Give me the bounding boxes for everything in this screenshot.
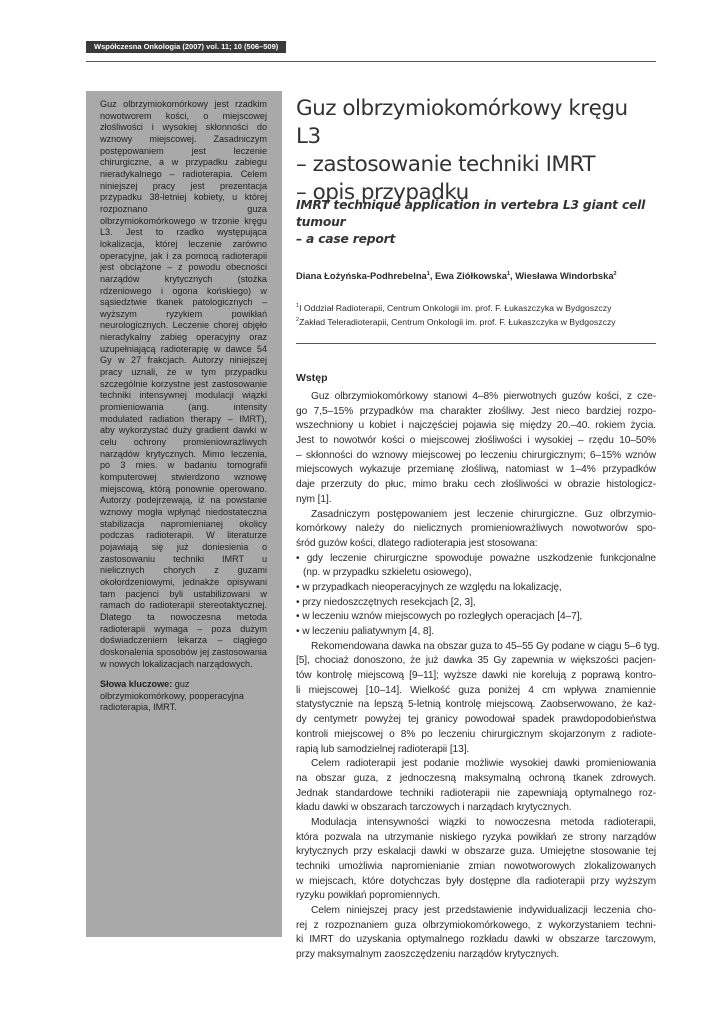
- body-line: go 7,5–15% przypadków ma charakter złośliwy. Jest nieco bardziej rozpo-: [296, 405, 656, 417]
- body-line: która pozwala na utrzymanie niskiego ryzyka powikłań ze strony narządów: [296, 831, 656, 843]
- body-line: Jednak standardowe techniki radioterapii nie zapewniają optymalnego roz-: [296, 787, 656, 799]
- body-line: li miejscowej [10–14]. Wielkość guza poniżej 4 cm wpływa znamiennie: [296, 684, 656, 696]
- body-line: techniki umożliwia napromienianie zmian nowotworowych zlokalizowanych: [296, 861, 656, 872]
- title-line: – zastosowanie techniki IMRT: [296, 152, 595, 177]
- article-title: [296, 95, 656, 207]
- bullet-line: • w przypadkach nieoperacyjnych ze względu na lokalizację,: [296, 581, 562, 593]
- article-body: [296, 390, 660, 963]
- header-rule: [86, 61, 656, 62]
- title-line: Guz olbrzymiokomórkowy kręgu L3: [296, 96, 628, 149]
- bullet-line: (np. w przypadku szkieletu osiowego),: [303, 567, 472, 579]
- body-line: Celem radioterapii jest podanie możliwie wysokiej dawki promieniowania: [311, 758, 656, 770]
- body-line: nym [1].: [296, 493, 332, 505]
- english-title: [296, 197, 656, 248]
- author-sup: 2: [613, 270, 617, 277]
- author-name: Diana Łożyńska-Podhrebelna: [296, 270, 427, 281]
- body-line: dy centymetr powyżej tej granicy powodował spadek prawdopodobieństwa: [296, 714, 656, 726]
- keywords-text: guz olbrzymiokomórkowy, pooperacyjna radioterapia, IMRT.: [100, 679, 244, 713]
- title-line: – opis przypadku: [296, 180, 469, 205]
- body-line: kontroli miejscowej o 8% po leczeniu chirurgicznym skojarzonym z radiote-: [296, 728, 656, 740]
- body-line: przy maksymalnym zaoszczędzeniu narządów krytycznych.: [296, 949, 560, 961]
- affiliation-sup: 1: [296, 303, 300, 309]
- body-line: – skłonności do wznowy miejscowej po leczeniu chirurgicznym; 6–15% wznów: [296, 449, 656, 461]
- body-line: rej z rozpoznaniem guza olbrzymiokomórkowego, z wykorzystaniem techni-: [296, 919, 656, 931]
- body-line: rapią lub samodzielnej radioterapii [13].: [296, 743, 470, 755]
- body-line: śród guzów kości, dlatego radioterapia jest stosowana:: [296, 537, 538, 549]
- bullet-line: • w leczeniu paliatywnym [4, 8].: [296, 626, 434, 637]
- abstract-sidebar: [86, 91, 282, 937]
- body-line: wszechniony u kobiet i najczęściej pojawia się między 20.–40. rokiem życia.: [296, 420, 656, 432]
- body-line: ki IMRT do uzyskania optymalnego rozkładu dawki w obszarze tarczowym,: [296, 934, 656, 946]
- author-name: Ewa Ziółkowska: [435, 270, 507, 281]
- body-line: w miejscach, które dotychczas były dostępne dla radioterapii przy wyższym: [296, 875, 656, 887]
- bullet-line: • przy niedoszczętnych resekcjach [2, 3],: [296, 596, 476, 608]
- body-line: kładu dawki w obszarach tarczowych i narządach krytycznych.: [296, 802, 572, 814]
- authors: Diana Łożyńska-Podhrebelna$^1$, Ewa Ziółkowska$^1$, Wiesława Windorbska$^2$: [296, 270, 617, 281]
- english-title-line: – a case report: [296, 232, 396, 246]
- body-line: ryzyku powikłań popromiennych.: [296, 890, 441, 902]
- body-line: Zasadniczym postępowaniem jest leczenie chirurgiczne. Guz olbrzymio-: [311, 508, 656, 520]
- author-name: Wiesława Windorbska: [515, 270, 614, 281]
- journal-citation-bar: Współczesna Onkologia (2007) vol. 11; 10 (506–509): [86, 41, 286, 53]
- section-rule: [296, 343, 656, 344]
- author-sup: 1: [426, 270, 430, 277]
- body-line: krytycznych przy eskalacji dawki w obszarze guza. Umiejętne stosowanie tej: [296, 846, 656, 858]
- affiliation: [296, 300, 616, 314]
- section-heading: Wstęp: [296, 372, 328, 384]
- affiliations: [296, 300, 616, 328]
- body-line: komórkowy należy do nielicznych promieniowrażliwych nowotworów spo-: [296, 523, 656, 535]
- author-sup: 1: [506, 270, 511, 277]
- body-line: Jest to nowotwór kości o miejscowej złośliwości i wysokiej – rzędu 10–50%: [296, 435, 656, 447]
- affiliation: [296, 314, 616, 328]
- body-line: na obszar guza, z jednoczesną maksymalną ochroną tkanek zdrowych.: [296, 772, 656, 784]
- body-line: Guz olbrzymiokomórkowy stanowi 4–8% pierwotnych guzów kości, z cze-: [311, 391, 656, 402]
- body-line: Rekomendowana dawka na obszar guza to 45–55 Gy podane w ciągu 5–6 tyg.: [311, 640, 660, 652]
- body-line: tów kontrolę miejscową [9–11]; wyższe dawki nie korelują z poprawą kontro-: [296, 670, 656, 682]
- bullet-line: • gdy leczenie chirurgiczne spowoduje poważne uszkodzenie funkcjonalne: [296, 552, 656, 564]
- body-line: miejscowych wykazuje przemianę złośliwą, natomiast w 1–4% przypadków: [296, 464, 656, 476]
- abstract-text: Guz olbrzymiokomórkowy jest rzadkim nowotworem kości, o miejscowej złośliwości i wysokiej skłonności do wznowy miejscowej. Zasadniczym postępowaniem jest leczenie chirurgiczne, a w przypadku zabiegu nieradykalnego – radioterapia. Celem niniejszej pracy jest prezentacja przypadku 38-letniej kobiety, u której rozpoznano guza olbrzymiokomórkowego w trzonie kręgu L3. Jest to rzadko występująca lokalizacja, której leczenie zarówno operacyjne, jak i za pomocą radioterapii jest obciążone – z powodu obecności narządów krytycznych (stożka rdzeniowego i ogona końskiego) w sąsiedztwie tkanek patologicznych – wyższym ryzykiem powikłań neurologicznych. Leczenie chorej objęło nieradykalny zabieg operacyjny oraz uzupełniającą radioterapię w dawce 54 Gy w 27 frakcjach. Autorzy niniejszej pracy uznali, że w tym przypadku szczególnie korzystne jest zastosowanie techniki intensywnej modulacji wiązki promieniowania (ang. intensity modulated radiation therapy – IMRT), aby wykorzystać duży gradient dawki w celu ochrony promieniowrażliwych narządów krytycznych. Mimo leczenia, po 3 mies. w badaniu tomografii komputerowej stwierdzono wznowę miejscową, którą ponownie operowano. Autorzy podejrzewają, iż na powstanie wznowy mogła wpłynąć niedostateczna stabilizacja napromienianej okolicy podczas radioterapii. W literaturze pojawiają się już doniesienia o zastosowaniu techniki IMRT u nielicznych chorych z guzami okołordzeniowymi, jednakże opisywani tam pacjenci byli ustabilizowani w ramach do radioterapii stereotaktycznej. Dlatego ta nowoczesna metoda radioterapii wymaga – poza dużym doświadczeniem lekarza – ciągłego doskonalenia sposobów jej zastosowania w nowych lokalizacjach narządowych.: [100, 99, 267, 669]
- keywords-label: Słowa kluczowe:: [100, 679, 173, 690]
- body-line: daje przerzuty do płuc, mimo braku cech złośliwości w obrazie histologicz-: [296, 479, 656, 491]
- keywords: [100, 679, 267, 714]
- bullet-line: • w leczeniu wznów miejscowych po rozległych operacjach [4–7],: [296, 611, 583, 623]
- affiliation-sup: 2: [296, 317, 300, 324]
- body-line: Modulacja intensywności wiązki to nowoczesna metoda radioterapii,: [311, 816, 656, 828]
- english-title-line: IMRT technique application in vertebra L3 giant cell tumour: [296, 198, 646, 229]
- affiliation-text: I Oddział Radioterapii, Centrum Onkologii im. prof. F. Łukaszczyka w Bydgoszczy: [299, 302, 612, 313]
- body-line: Celem niniejszej pracy jest przedstawienie indywidualizacji leczenia cho-: [311, 905, 656, 917]
- body-line: statystycznie na lepszą 5-letnią kontrolę miejscową. Zaobserwowano, że każ-: [296, 699, 656, 711]
- affiliation-text: Zakład Teleradioterapii, Centrum Onkologii im. prof. F. Łukaszczyka w Bydgoszczy: [299, 317, 616, 328]
- body-line: [5], chociaż donoszono, że już dawka 35 Gy zapewnia w większości pacjen-: [296, 655, 656, 667]
